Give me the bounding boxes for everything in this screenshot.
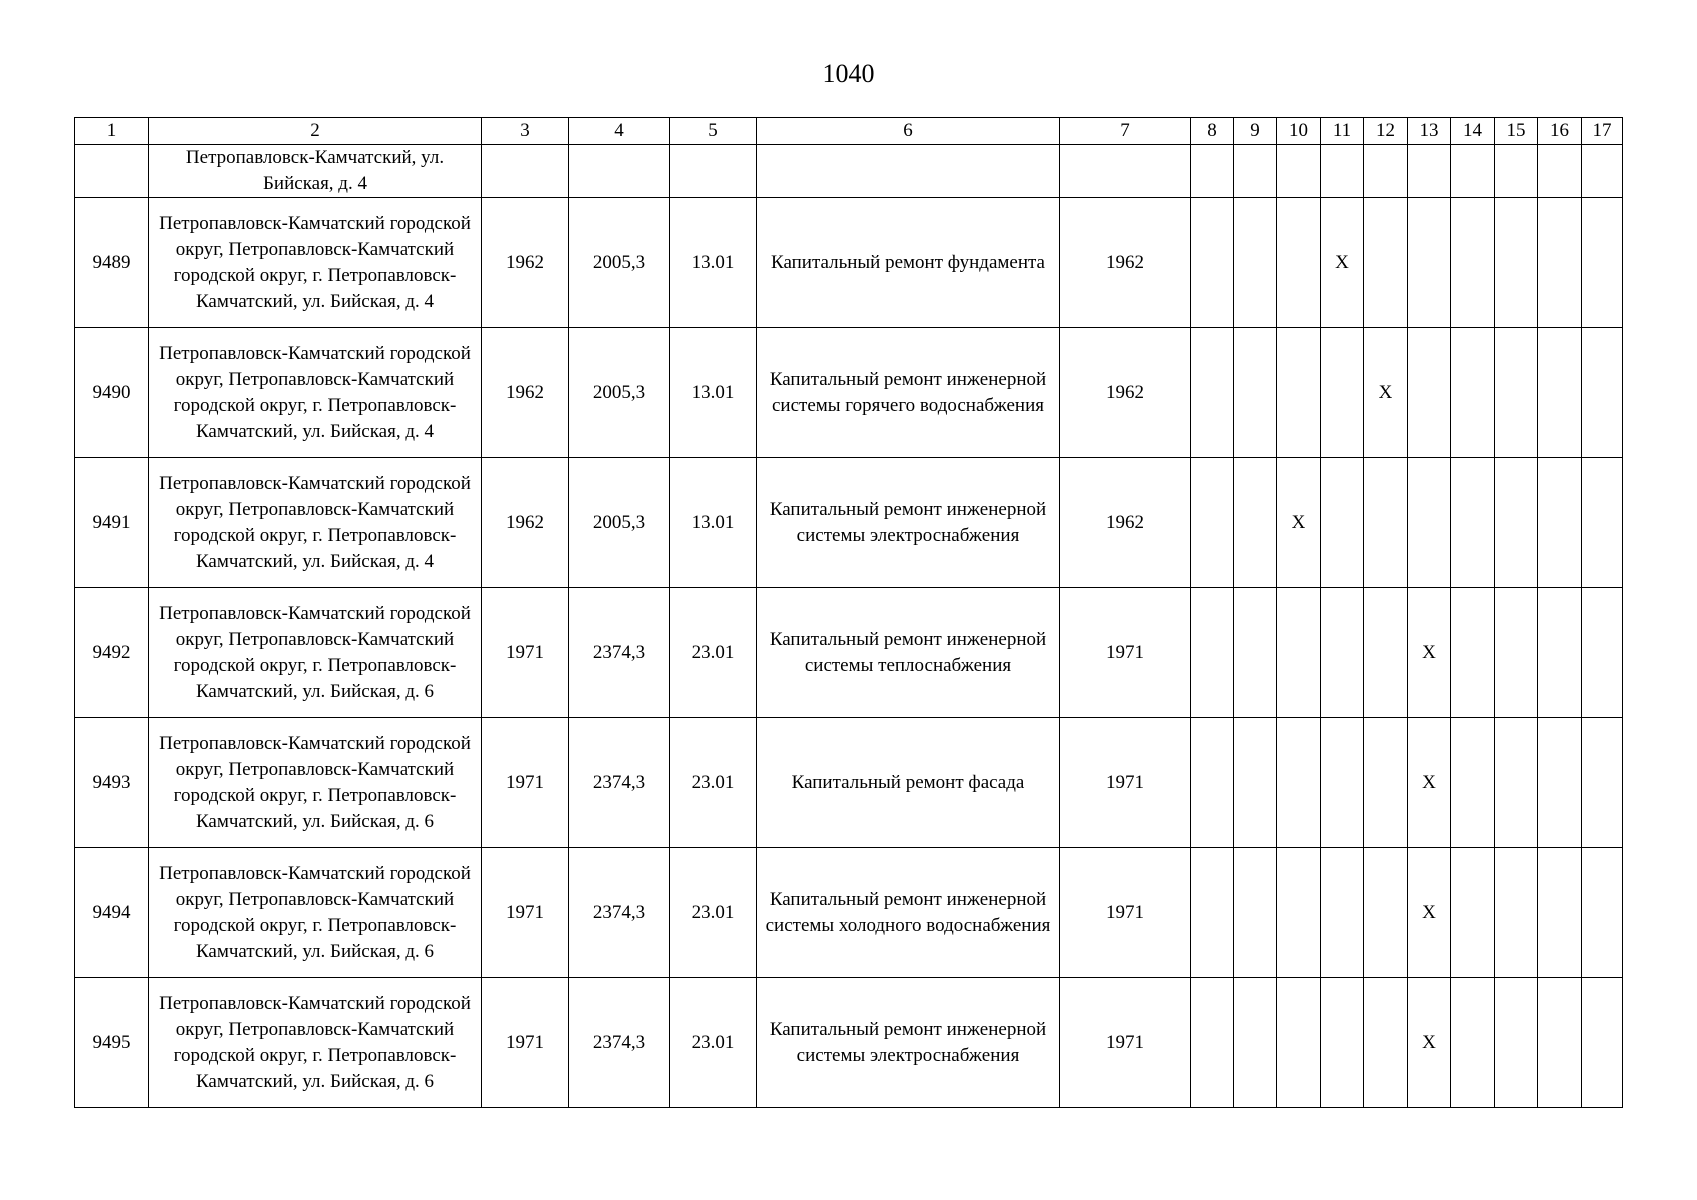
column-header: 4 [569, 118, 670, 145]
column-header: 16 [1538, 118, 1582, 145]
cell-year: 1962 [482, 198, 569, 328]
cell-code: 23.01 [670, 848, 757, 978]
cell-year-2: 1971 [1060, 718, 1191, 848]
cell-mark: X [1408, 978, 1451, 1108]
table-row [75, 848, 1623, 978]
cell-empty [1191, 848, 1234, 978]
cell-empty [1451, 718, 1495, 848]
cell-area: 2374,3 [569, 718, 670, 848]
cell-area: 2374,3 [569, 588, 670, 718]
column-header: 10 [1277, 118, 1321, 145]
cell-empty [1538, 848, 1582, 978]
cell-empty [1451, 198, 1495, 328]
cell-year-2: 1962 [1060, 458, 1191, 588]
cell-empty [1495, 458, 1538, 588]
column-header: 15 [1495, 118, 1538, 145]
cell-empty [1408, 198, 1451, 328]
table-row [75, 588, 1623, 718]
cell-num: 9494 [75, 848, 149, 978]
cell-work: Капитальный ремонт инженерной системы горячего водоснабжения [757, 328, 1060, 458]
cell-empty [1451, 978, 1495, 1108]
column-header: 3 [482, 118, 569, 145]
cell-empty [1234, 458, 1277, 588]
cell-empty [1538, 328, 1582, 458]
cell-area: 2005,3 [569, 328, 670, 458]
cell-year: 1962 [482, 458, 569, 588]
cell-empty [1451, 588, 1495, 718]
cell-year: 1962 [482, 328, 569, 458]
cell-empty [1582, 328, 1623, 458]
cell-empty [1582, 718, 1623, 848]
registry-table [74, 117, 1623, 1108]
cell-empty [569, 145, 670, 198]
cell-empty [1277, 848, 1321, 978]
column-header: 9 [1234, 118, 1277, 145]
cell-area: 2005,3 [569, 198, 670, 328]
cell-empty [1408, 458, 1451, 588]
cell-empty [1538, 978, 1582, 1108]
cell-code: 23.01 [670, 718, 757, 848]
cell-empty [1277, 198, 1321, 328]
cell-address: Петропавловск-Камчатский городской округ, Петропавловск-Камчатский городской округ, г. Петропавловск-Камчатский, ул. Бийская, д. 4 [149, 198, 482, 328]
cell-empty [1451, 145, 1495, 198]
cell-empty [1451, 848, 1495, 978]
cell-empty [1060, 145, 1191, 198]
cell-year: 1971 [482, 718, 569, 848]
column-header: 8 [1191, 118, 1234, 145]
cell-empty [1538, 588, 1582, 718]
cell-area: 2374,3 [569, 848, 670, 978]
cell-area: 2374,3 [569, 978, 670, 1108]
cell-code: 13.01 [670, 458, 757, 588]
table-row [75, 328, 1623, 458]
cell-empty [1191, 458, 1234, 588]
cell-year-2: 1971 [1060, 848, 1191, 978]
cell-empty [1191, 198, 1234, 328]
cell-num: 9493 [75, 718, 149, 848]
cell-mark: X [1408, 848, 1451, 978]
cell-empty [1582, 458, 1623, 588]
cell-work: Капитальный ремонт инженерной системы теплоснабжения [757, 588, 1060, 718]
column-header: 13 [1408, 118, 1451, 145]
cell-empty [1582, 848, 1623, 978]
cell-area: 2005,3 [569, 458, 670, 588]
cell-empty [1191, 145, 1234, 198]
cell-empty [1191, 328, 1234, 458]
table-row [75, 978, 1623, 1108]
cell-empty [1277, 978, 1321, 1108]
cell-num: 9490 [75, 328, 149, 458]
cell-empty [1364, 588, 1408, 718]
cell-empty [1582, 198, 1623, 328]
column-header: 12 [1364, 118, 1408, 145]
cell-empty [1234, 588, 1277, 718]
cell-year-2: 1962 [1060, 328, 1191, 458]
cell-mark: X [1321, 198, 1364, 328]
cell-empty [1451, 458, 1495, 588]
cell-empty [1495, 718, 1538, 848]
cell-num: 9492 [75, 588, 149, 718]
cell-empty [1538, 718, 1582, 848]
cell-empty [1364, 198, 1408, 328]
cell-address: Петропавловск-Камчатский городской округ, Петропавловск-Камчатский городской округ, г. Петропавловск-Камчатский, ул. Бийская, д. 6 [149, 588, 482, 718]
column-header: 14 [1451, 118, 1495, 145]
cell-empty [757, 145, 1060, 198]
cell-empty [1495, 328, 1538, 458]
cell-empty [1451, 328, 1495, 458]
cell-empty [1495, 978, 1538, 1108]
cell-year: 1971 [482, 588, 569, 718]
column-header: 7 [1060, 118, 1191, 145]
cell-empty [1321, 458, 1364, 588]
cell-empty [1364, 848, 1408, 978]
cell-empty [1538, 198, 1582, 328]
cell-work: Капитальный ремонт инженерной системы холодного водоснабжения [757, 848, 1060, 978]
cell-address: Петропавловск-Камчатский городской округ, Петропавловск-Камчатский городской округ, г. Петропавловск-Камчатский, ул. Бийская, д. 4 [149, 328, 482, 458]
cell-empty [1582, 588, 1623, 718]
table-row [75, 198, 1623, 328]
cell-empty [1234, 328, 1277, 458]
cell-empty [482, 145, 569, 198]
cell-code: 23.01 [670, 588, 757, 718]
column-header: 6 [757, 118, 1060, 145]
cell-empty [1495, 145, 1538, 198]
cell-work: Капитальный ремонт фасада [757, 718, 1060, 848]
page-number: 1040 [822, 59, 875, 88]
cell-empty [1538, 458, 1582, 588]
cell-year: 1971 [482, 978, 569, 1108]
cell-num: 9495 [75, 978, 149, 1108]
cell-empty [1321, 145, 1364, 198]
cell-address: Петропавловск-Камчатский городской округ, Петропавловск-Камчатский городской округ, г. Петропавловск-Камчатский, ул. Бийская, д. 4 [149, 458, 482, 588]
table-row [75, 718, 1623, 848]
cell-work: Капитальный ремонт инженерной системы электроснабжения [757, 978, 1060, 1108]
cell-empty [1364, 718, 1408, 848]
column-header: 17 [1582, 118, 1623, 145]
cell-empty [1321, 718, 1364, 848]
cell-work: Капитальный ремонт инженерной системы электроснабжения [757, 458, 1060, 588]
cell-empty [1495, 198, 1538, 328]
cell-empty [1191, 588, 1234, 718]
cell-empty [1408, 145, 1451, 198]
cell-empty [1277, 588, 1321, 718]
cell-empty [1495, 848, 1538, 978]
column-header: 5 [670, 118, 757, 145]
cell-empty [1364, 978, 1408, 1108]
cell-empty [1582, 978, 1623, 1108]
cell-empty [1364, 458, 1408, 588]
cell-code: 23.01 [670, 978, 757, 1108]
cell-num [75, 145, 149, 198]
cell-mark: X [1408, 718, 1451, 848]
continuation-row [75, 145, 1623, 198]
cell-empty [670, 145, 757, 198]
cell-empty [1234, 718, 1277, 848]
cell-empty [1277, 328, 1321, 458]
cell-mark: X [1277, 458, 1321, 588]
cell-work: Капитальный ремонт фундамента [757, 198, 1060, 328]
header-row [75, 118, 1623, 145]
cell-year-2: 1971 [1060, 588, 1191, 718]
cell-empty [1277, 145, 1321, 198]
table-row [75, 458, 1623, 588]
cell-empty [1538, 145, 1582, 198]
cell-empty [1321, 848, 1364, 978]
column-header: 2 [149, 118, 482, 145]
cell-empty [1364, 145, 1408, 198]
cell-mark: X [1364, 328, 1408, 458]
cell-year: 1971 [482, 848, 569, 978]
cell-year-2: 1971 [1060, 978, 1191, 1108]
cell-address: Петропавловск-Камчатский городской округ, Петропавловск-Камчатский городской округ, г. Петропавловск-Камчатский, ул. Бийская, д. 6 [149, 848, 482, 978]
cell-empty [1234, 198, 1277, 328]
cell-code: 13.01 [670, 328, 757, 458]
cell-address: Петропавловск-Камчатский, ул. Бийская, д. 4 [149, 145, 482, 198]
cell-empty [1495, 588, 1538, 718]
column-header: 11 [1321, 118, 1364, 145]
cell-empty [1234, 848, 1277, 978]
cell-empty [1277, 718, 1321, 848]
cell-empty [1191, 978, 1234, 1108]
cell-address: Петропавловск-Камчатский городской округ, Петропавловск-Камчатский городской округ, г. Петропавловск-Камчатский, ул. Бийская, д. 6 [149, 718, 482, 848]
cell-num: 9489 [75, 198, 149, 328]
cell-year-2: 1962 [1060, 198, 1191, 328]
cell-empty [1321, 328, 1364, 458]
cell-empty [1408, 328, 1451, 458]
cell-empty [1321, 588, 1364, 718]
cell-empty [1321, 978, 1364, 1108]
cell-empty [1191, 718, 1234, 848]
cell-empty [1234, 978, 1277, 1108]
cell-empty [1234, 145, 1277, 198]
cell-code: 13.01 [670, 198, 757, 328]
cell-mark: X [1408, 588, 1451, 718]
cell-empty [1582, 145, 1623, 198]
column-header: 1 [75, 118, 149, 145]
cell-num: 9491 [75, 458, 149, 588]
cell-address: Петропавловск-Камчатский городской округ, Петропавловск-Камчатский городской округ, г. Петропавловск-Камчатский, ул. Бийская, д. 6 [149, 978, 482, 1108]
